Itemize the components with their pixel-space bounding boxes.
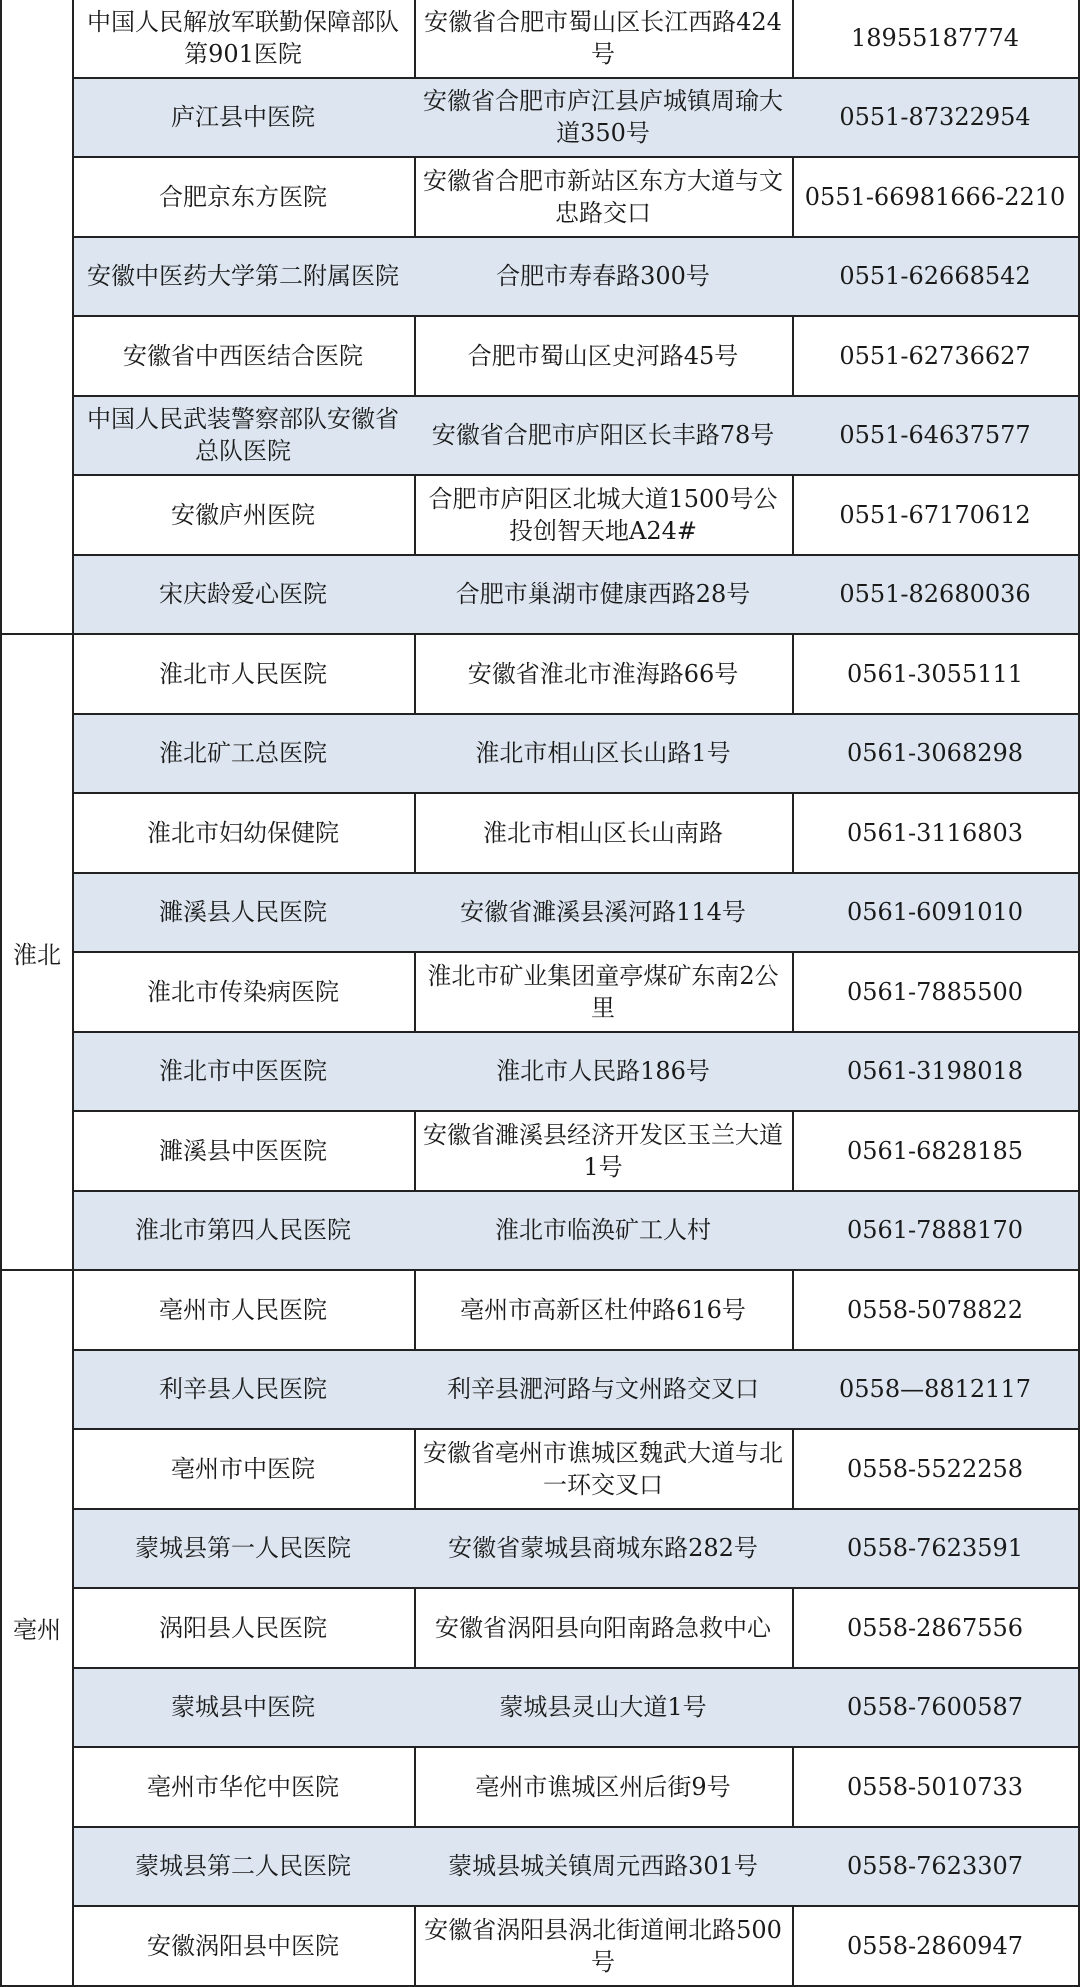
phone-cell [792, 1430, 1080, 1510]
phone-cell [792, 1669, 1080, 1749]
address-text: 蒙城县城关镇周元西路301号 [448, 1852, 758, 1881]
phone-cell [792, 397, 1080, 477]
hospital-name-text: 淮北市第四人民医院 [135, 1216, 351, 1245]
address-cell [414, 238, 794, 318]
address-text: 安徽省合肥市庐江县庐城镇周瑜大道350号 [423, 87, 783, 148]
table-row [0, 1907, 1080, 1987]
hospital-name-cell [72, 1828, 416, 1908]
phone-text: 0561-6091010 [846, 898, 1024, 927]
address-text: 合肥市庐阳区北城大道1500号公投创智天地A24# [428, 484, 778, 545]
hospital-name-text: 涡阳县人民医院 [159, 1613, 327, 1642]
phone-text: 0561-7888170 [846, 1216, 1024, 1245]
hospital-name-text: 亳州市华佗中医院 [147, 1772, 339, 1801]
hospital-name-text: 中国人民解放军联勤保障部队第901医院 [87, 7, 399, 68]
address-cell [414, 317, 794, 397]
region-cell [0, 635, 74, 1271]
hospital-name-cell [72, 158, 416, 238]
hospital-name-cell [72, 635, 416, 715]
phone-cell [792, 79, 1080, 159]
table-row [0, 1112, 1080, 1192]
table-row [0, 397, 1080, 477]
hospital-name-text: 中国人民武装警察部队安徽省总队医院 [87, 405, 399, 466]
hospital-name-text: 亳州市人民医院 [159, 1295, 327, 1324]
address-cell [414, 1271, 794, 1351]
region-label: 亳州 [13, 1616, 61, 1645]
table-row [0, 1669, 1080, 1749]
address-text: 亳州市高新区杜仲路616号 [460, 1295, 746, 1324]
phone-text: 0551-87322954 [839, 103, 1031, 132]
phone-text: 0558-2867556 [846, 1613, 1024, 1642]
address-cell [414, 1907, 794, 1987]
address-text: 淮北市矿业集团童亭煤矿东南2公里 [427, 961, 779, 1022]
hospital-name-text: 安徽庐州医院 [171, 500, 315, 529]
hospital-name-text: 淮北矿工总医院 [159, 739, 327, 768]
phone-text: 0551-62736627 [839, 341, 1031, 370]
address-text: 利辛县淝河路与文州路交叉口 [447, 1375, 759, 1404]
phone-cell [792, 556, 1080, 636]
hospital-name-cell [72, 556, 416, 636]
hospital-name-cell [72, 238, 416, 318]
table-row [0, 953, 1080, 1033]
phone-cell [792, 476, 1080, 556]
hospital-name-cell [72, 397, 416, 477]
phone-text: 0558-5522258 [846, 1454, 1024, 1483]
phone-cell [792, 1907, 1080, 1987]
table-row [0, 1748, 1080, 1828]
hospital-name-text: 淮北市中医医院 [159, 1057, 327, 1086]
phone-cell [792, 1112, 1080, 1192]
address-text: 合肥市蜀山区史河路45号 [467, 341, 739, 370]
phone-cell [792, 953, 1080, 1033]
table-row [0, 238, 1080, 318]
table-row [0, 556, 1080, 636]
hospital-name-text: 蒙城县第一人民医院 [135, 1534, 351, 1563]
hospital-name-cell [72, 1430, 416, 1510]
address-cell [414, 1748, 794, 1828]
hospital-name-text: 蒙城县第二人民医院 [135, 1852, 351, 1881]
address-text: 淮北市临涣矿工人村 [495, 1216, 711, 1245]
address-cell [414, 476, 794, 556]
address-cell [414, 1669, 794, 1749]
hospital-name-text: 安徽省中西医结合医院 [123, 341, 363, 370]
address-cell [414, 1351, 794, 1431]
address-cell [414, 794, 794, 874]
hospital-name-cell [72, 79, 416, 159]
hospital-name-text: 淮北市人民医院 [159, 659, 327, 688]
table-row [0, 635, 1080, 715]
hospital-name-text: 宋庆龄爱心医院 [159, 580, 327, 609]
region-label: 淮北 [13, 940, 61, 969]
region-cell [0, 1271, 74, 1987]
phone-text: 0551-67170612 [839, 500, 1031, 529]
phone-cell [792, 794, 1080, 874]
phone-cell [792, 1510, 1080, 1590]
hospital-name-text: 合肥京东方医院 [159, 182, 327, 211]
address-cell [414, 715, 794, 795]
hospital-name-text: 淮北市妇幼保健院 [147, 818, 339, 847]
hospital-name-cell [72, 953, 416, 1033]
address-text: 淮北市人民路186号 [496, 1057, 710, 1086]
phone-text: 0551-82680036 [839, 580, 1031, 609]
hospital-name-text: 濉溪县人民医院 [159, 898, 327, 927]
address-cell [414, 397, 794, 477]
phone-text: 18955187774 [851, 23, 1019, 52]
table-row [0, 158, 1080, 238]
hospital-name-cell [72, 1907, 416, 1987]
phone-text: 0558-2860947 [846, 1931, 1024, 1960]
phone-text: 0558-5010733 [846, 1772, 1024, 1801]
hospital-name-cell [72, 1589, 416, 1669]
phone-text: 0561-3116803 [846, 818, 1024, 847]
phone-cell [792, 158, 1080, 238]
table-row [0, 0, 1080, 79]
address-text: 安徽省淮北市淮海路66号 [467, 659, 739, 688]
hospital-name-cell [72, 715, 416, 795]
table-row [0, 715, 1080, 795]
address-text: 安徽省蒙城县商城东路282号 [448, 1534, 758, 1563]
phone-text: 0551-64637577 [839, 421, 1031, 450]
address-text: 安徽省合肥市蜀山区长江西路424号 [424, 7, 782, 68]
address-text: 合肥市寿春路300号 [496, 262, 710, 291]
address-cell [414, 79, 794, 159]
hospital-name-cell [72, 1748, 416, 1828]
phone-cell [792, 317, 1080, 397]
address-text: 安徽省涡阳县涡北街道闸北路500号 [424, 1915, 782, 1976]
table-row [0, 1192, 1080, 1272]
address-cell [414, 1589, 794, 1669]
address-text: 安徽省合肥市新站区东方大道与文忠路交口 [423, 166, 783, 227]
address-cell [414, 1112, 794, 1192]
table-row [0, 874, 1080, 954]
hospital-name-cell [72, 1510, 416, 1590]
phone-text: 0561-3055111 [846, 659, 1024, 688]
table-row [0, 1271, 1080, 1351]
phone-text: 0561-6828185 [846, 1136, 1024, 1165]
hospital-name-cell [72, 1669, 416, 1749]
phone-cell [792, 1033, 1080, 1113]
address-text: 蒙城县灵山大道1号 [499, 1693, 707, 1722]
phone-text: 0558—8812117 [839, 1375, 1031, 1404]
phone-text: 0551-66981666-2210 [804, 182, 1066, 211]
hospital-name-text: 蒙城县中医院 [171, 1693, 315, 1722]
phone-text: 0558-5078822 [846, 1295, 1024, 1324]
table-row [0, 1430, 1080, 1510]
address-text: 安徽省亳州市谯城区魏武大道与北一环交叉口 [423, 1438, 783, 1499]
hospital-name-text: 安徽中医药大学第二附属医院 [87, 262, 399, 291]
hospital-name-text: 淮北市传染病医院 [147, 977, 339, 1006]
hospital-name-cell [72, 874, 416, 954]
hospital-name-text: 利辛县人民医院 [159, 1375, 327, 1404]
address-text: 淮北市相山区长山路1号 [475, 739, 731, 768]
hospital-name-text: 安徽涡阳县中医院 [147, 1931, 339, 1960]
region-cell [0, 0, 74, 635]
phone-cell [792, 1192, 1080, 1272]
table-row [0, 1033, 1080, 1113]
table-row [0, 1828, 1080, 1908]
phone-text: 0561-3068298 [846, 739, 1024, 768]
hospital-name-text: 亳州市中医院 [171, 1454, 315, 1483]
address-text: 安徽省濉溪县溪河路114号 [460, 898, 746, 927]
phone-text: 0561-7885500 [846, 977, 1024, 1006]
phone-text: 0558-7623307 [846, 1852, 1024, 1881]
table-row [0, 317, 1080, 397]
hospital-name-cell [72, 1351, 416, 1431]
table-row [0, 1589, 1080, 1669]
phone-text: 0561-3198018 [846, 1057, 1024, 1086]
phone-text: 0558-7623591 [846, 1534, 1024, 1563]
address-text: 合肥市巢湖市健康西路28号 [455, 580, 751, 609]
hospital-name-cell [72, 476, 416, 556]
address-cell [414, 1033, 794, 1113]
phone-cell [792, 635, 1080, 715]
phone-text: 0551-62668542 [839, 262, 1031, 291]
table-row [0, 79, 1080, 159]
address-cell [414, 635, 794, 715]
address-cell [414, 953, 794, 1033]
address-cell [414, 1828, 794, 1908]
phone-cell [792, 238, 1080, 318]
hospital-name-text: 濉溪县中医医院 [159, 1136, 327, 1165]
phone-cell [792, 1828, 1080, 1908]
address-text: 亳州市谯城区州后街9号 [475, 1772, 731, 1801]
address-cell [414, 1430, 794, 1510]
table-row [0, 794, 1080, 874]
address-text: 淮北市相山区长山南路 [483, 818, 723, 847]
phone-cell [792, 1748, 1080, 1828]
phone-cell [792, 1589, 1080, 1669]
hospital-name-text: 庐江县中医院 [171, 103, 315, 132]
phone-cell [792, 0, 1080, 79]
phone-cell [792, 1271, 1080, 1351]
table-row [0, 1351, 1080, 1431]
address-cell [414, 1510, 794, 1590]
address-text: 安徽省濉溪县经济开发区玉兰大道1号 [423, 1120, 783, 1181]
hospital-name-cell [72, 1192, 416, 1272]
phone-cell [792, 715, 1080, 795]
hospital-name-cell [72, 1271, 416, 1351]
hospital-name-cell [72, 1112, 416, 1192]
phone-cell [792, 1351, 1080, 1431]
phone-text: 0558-7600587 [846, 1693, 1024, 1722]
phone-cell [792, 874, 1080, 954]
address-cell [414, 874, 794, 954]
address-cell [414, 158, 794, 238]
hospital-name-cell [72, 794, 416, 874]
hospital-name-cell [72, 0, 416, 79]
table-row [0, 476, 1080, 556]
address-text: 安徽省合肥市庐阳区长丰路78号 [431, 421, 775, 450]
address-cell [414, 556, 794, 636]
address-text: 安徽省涡阳县向阳南路急救中心 [435, 1613, 771, 1642]
table-row [0, 1510, 1080, 1590]
address-cell [414, 0, 794, 79]
hospital-name-cell [72, 1033, 416, 1113]
hospital-name-cell [72, 317, 416, 397]
address-cell [414, 1192, 794, 1272]
